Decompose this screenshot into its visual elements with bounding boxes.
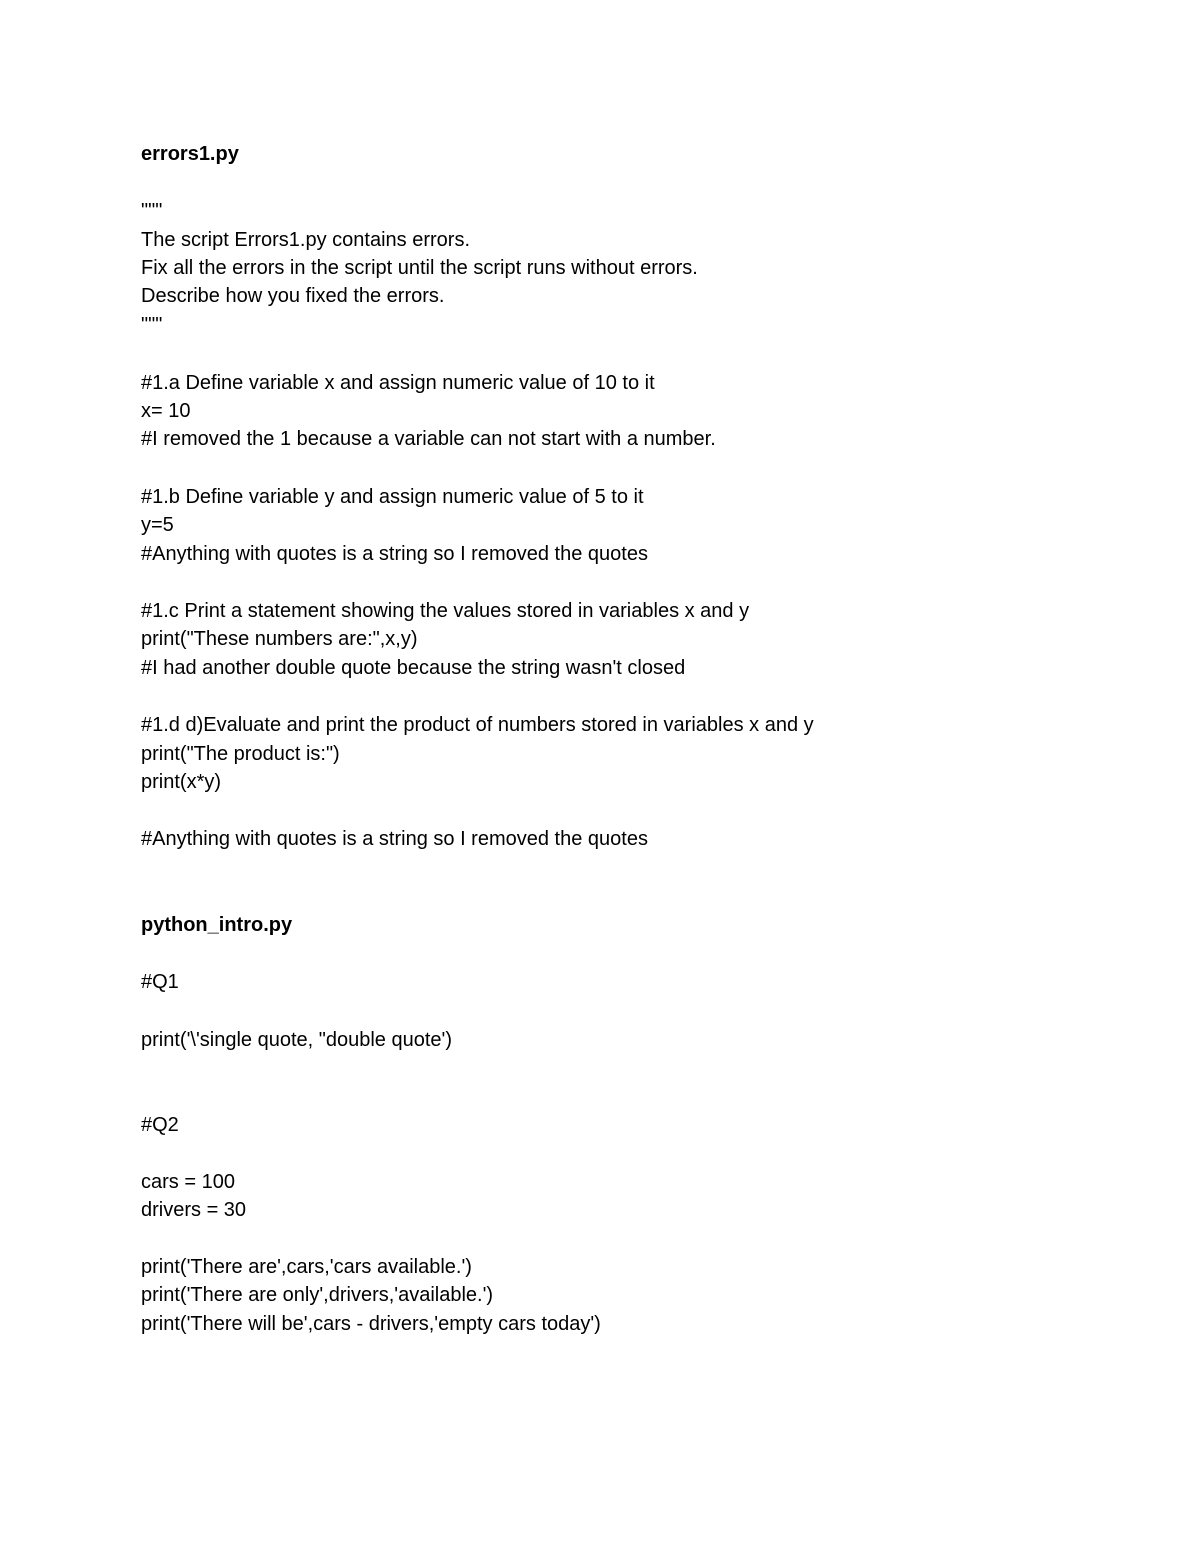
section-heading-python-intro: python_intro.py xyxy=(141,914,293,936)
code-line: print('\'single quote, "double quote') xyxy=(141,1029,452,1051)
comment-line: #Q1 xyxy=(141,971,179,993)
comment-line: #Anything with quotes is a string so I removed the quotes xyxy=(141,543,648,565)
code-line: print('There will be',cars - drivers,'empty cars today') xyxy=(141,1313,601,1335)
code-line: print('There are',cars,'cars available.') xyxy=(141,1256,472,1278)
comment-line: #1.d d)Evaluate and print the product of numbers stored in variables x and y xyxy=(141,714,814,736)
code-line: drivers = 30 xyxy=(141,1199,247,1221)
comment-line: #1.a Define variable x and assign numeric value of 10 to it xyxy=(141,372,655,394)
code-line: print("These numbers are:",x,y) xyxy=(141,628,418,650)
comment-line: #1.b Define variable y and assign numeric value of 5 to it xyxy=(141,486,644,508)
docstring-close: """ xyxy=(141,314,163,336)
code-line: print("The product is:") xyxy=(141,743,340,765)
docstring-line: Fix all the errors in the script until the script runs without errors. xyxy=(141,257,698,279)
docstring-line: The script Errors1.py contains errors. xyxy=(141,229,470,251)
comment-line: #Anything with quotes is a string so I removed the quotes xyxy=(141,828,648,850)
comment-line: #I had another double quote because the string wasn't closed xyxy=(141,657,686,679)
comment-line: #Q2 xyxy=(141,1114,179,1136)
comment-line: #1.c Print a statement showing the values stored in variables x and y xyxy=(141,600,750,622)
code-line: print('There are only',drivers,'available.') xyxy=(141,1284,494,1306)
code-line: y=5 xyxy=(141,514,174,536)
code-line: print(x*y) xyxy=(141,771,222,793)
comment-line: #I removed the 1 because a variable can not start with a number. xyxy=(141,428,716,450)
code-line: cars = 100 xyxy=(141,1171,235,1193)
docstring-line: Describe how you fixed the errors. xyxy=(141,285,445,307)
section-heading-errors1: errors1.py xyxy=(141,143,239,165)
code-line: x= 10 xyxy=(141,400,191,422)
docstring-open: """ xyxy=(141,200,163,222)
